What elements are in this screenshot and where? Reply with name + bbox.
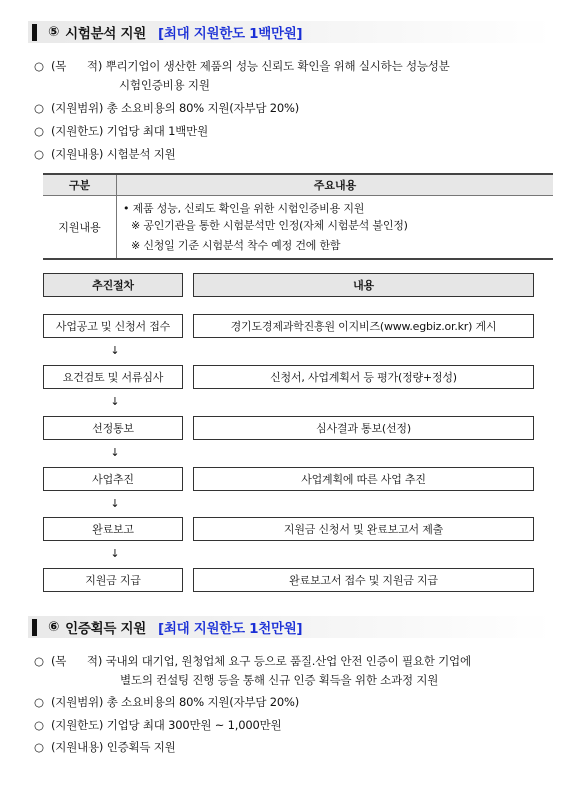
- bullet-text: 총 소요비용의 80% 지원(자부담 20%): [106, 695, 300, 709]
- table-header-main-content: 주요내용: [117, 174, 554, 196]
- bullet-label: (지원내용): [51, 740, 104, 754]
- bullet-marker: ○: [34, 101, 44, 115]
- bullet-label: (지원한도): [51, 124, 104, 138]
- process-content-5: 지원금 신청서 및 완료보고서 제출: [193, 517, 534, 541]
- process-step-3: 선정통보: [43, 416, 183, 440]
- process-header-content: 내용: [193, 273, 534, 297]
- bullet-marker: ○: [34, 124, 44, 138]
- note-line: ※ 공인기관을 통한 시험분석만 인정(자체 시험분석 불인정): [131, 219, 408, 232]
- bullet-marker: ○: [34, 695, 44, 709]
- process-content-3: 심사결과 통보(선정): [193, 416, 534, 440]
- bullet-limit: [34, 122, 208, 140]
- bullet-content: [34, 738, 176, 756]
- bullet-purpose-continued: 별도의 컨설팅 진행 등을 통해 신규 인증 획득을 위한 소과정 지원: [120, 673, 439, 687]
- table-header-category: 구분: [43, 174, 117, 196]
- section-6-limit: [최대 지원한도 1천만원]: [158, 621, 303, 637]
- bullet-text: 기업당 최대 300만원 ~ 1,000만원: [106, 718, 282, 732]
- down-arrow-icon: ↓: [110, 446, 120, 459]
- process-step-4: 사업추진: [43, 467, 183, 491]
- down-arrow-icon: ↓: [110, 344, 120, 357]
- bullet-label: (목 적): [51, 654, 103, 668]
- bullet-marker: ○: [34, 59, 44, 73]
- bullet-limit: [34, 716, 281, 734]
- process-content-1: 경기도경제과학진흥원 이지비즈(www.egbiz.or.kr) 게시: [193, 314, 534, 338]
- table-row-content: [117, 196, 554, 260]
- section-5-header: [28, 21, 553, 43]
- note-line: ※ 신청일 기준 시험분석 착수 예정 건에 한함: [131, 239, 341, 252]
- support-content-table: [43, 173, 553, 260]
- section-marker-bar: [32, 619, 37, 636]
- process-step-1: 사업공고 및 신청서 접수: [43, 314, 183, 338]
- section-5-number: ⑤: [48, 24, 60, 40]
- bullet-marker: ○: [34, 718, 44, 732]
- section-5-title: 시험분석 지원: [65, 26, 146, 42]
- bullet-purpose: [34, 57, 450, 75]
- bullet-marker: ○: [34, 654, 44, 668]
- section-6-number: ⑥: [48, 619, 60, 635]
- bullet-label: (목 적): [51, 59, 103, 73]
- bullet-label: (지원범위): [51, 101, 104, 115]
- bullet-text: 인증획득 지원: [106, 740, 176, 754]
- process-content-2: 신청서, 사업계획서 등 평가(정량+정성): [193, 365, 534, 389]
- table-row-label: 지원내용: [43, 196, 117, 260]
- bullet-text: 국내외 대기업, 원청업체 요구 등으로 품질.산업 안전 인증이 필요한 기업에: [105, 654, 471, 668]
- bullet-purpose: [34, 652, 471, 670]
- process-step-5: 완료보고: [43, 517, 183, 541]
- process-content-6: 완료보고서 접수 및 지원금 지급: [193, 568, 534, 592]
- bullet-label: (지원범위): [51, 695, 104, 709]
- bullet-scope: [34, 99, 299, 117]
- bullet-label: (지원내용): [51, 147, 104, 161]
- bullet-marker: ○: [34, 147, 44, 161]
- bullet-label: (지원한도): [51, 718, 104, 732]
- down-arrow-icon: ↓: [110, 547, 120, 560]
- bullet-content: [34, 145, 176, 163]
- bullet-text: 뿌리기업이 생산한 제품의 성능 신뢰도 확인을 위해 실시하는 성능성분: [105, 59, 450, 73]
- section-marker-bar: [32, 24, 37, 41]
- process-step-6: 지원금 지급: [43, 568, 183, 592]
- bullet-text: 기업당 최대 1백만원: [106, 124, 208, 138]
- section-5-limit: [최대 지원한도 1백만원]: [158, 26, 303, 42]
- bullet-text: 총 소요비용의 80% 지원(자부담 20%): [106, 101, 300, 115]
- section-6-header: [28, 616, 553, 638]
- bullet-scope: [34, 693, 299, 711]
- bullet-purpose-continued: 시험인증비용 지원: [119, 78, 210, 92]
- table-row: [43, 196, 553, 260]
- down-arrow-icon: ↓: [110, 395, 120, 408]
- process-header-step: 추진절차: [43, 273, 183, 297]
- table-header-row: [43, 174, 553, 196]
- bullet-text: 시험분석 지원: [106, 147, 176, 161]
- content-line: • 제품 성능, 신뢰도 확인을 위한 시험인증비용 지원: [123, 202, 365, 215]
- process-step-2: 요건검토 및 서류심사: [43, 365, 183, 389]
- section-6-title: 인증획득 지원: [65, 621, 146, 637]
- down-arrow-icon: ↓: [110, 497, 120, 510]
- bullet-marker: ○: [34, 740, 44, 754]
- process-content-4: 사업계획에 따른 사업 추진: [193, 467, 534, 491]
